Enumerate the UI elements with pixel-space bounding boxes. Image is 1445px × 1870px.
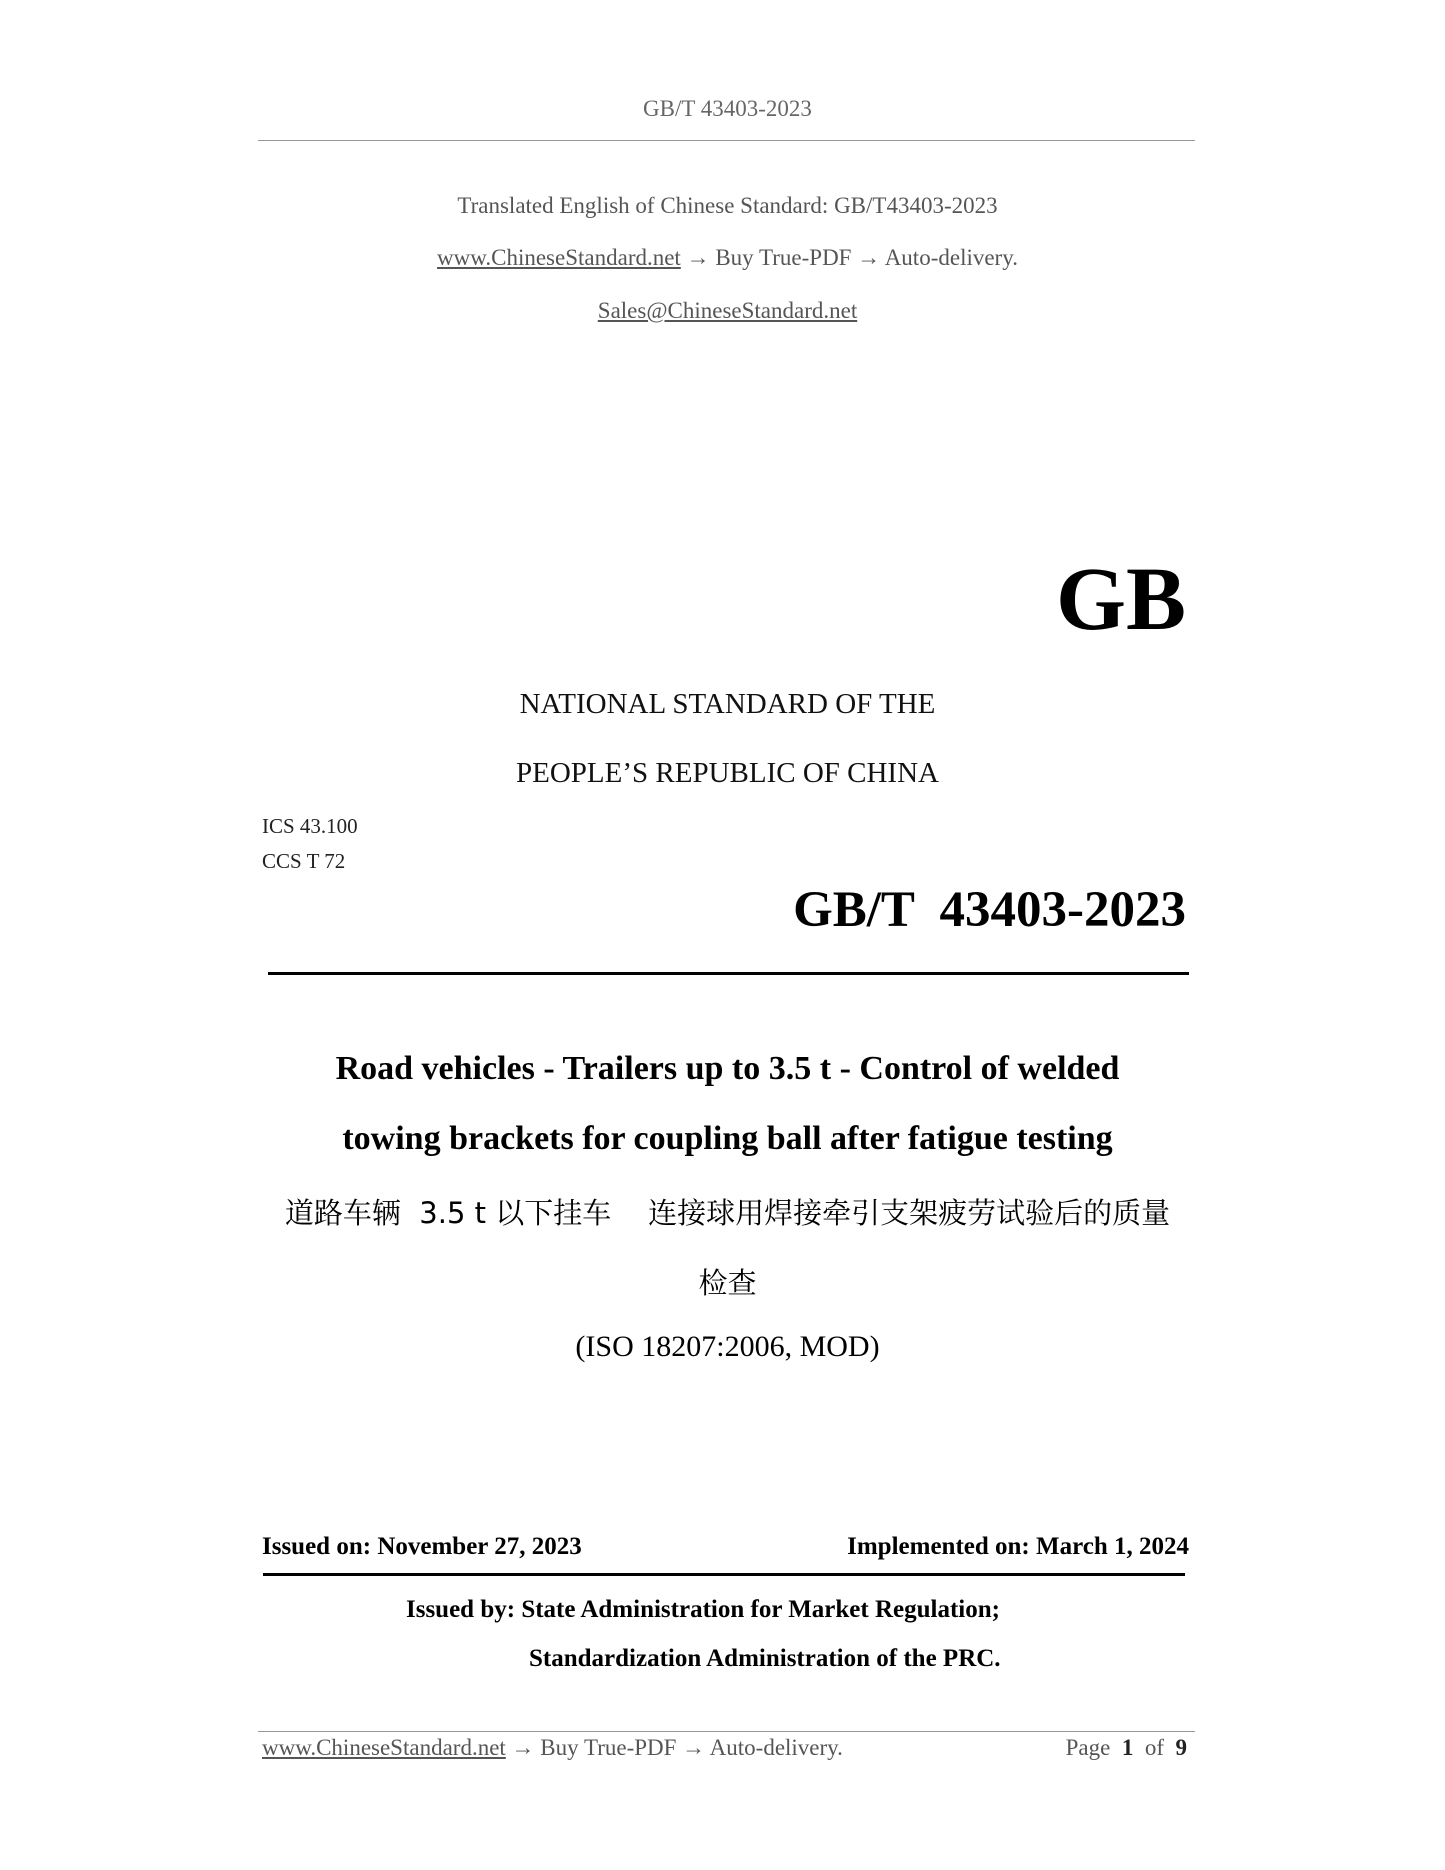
running-header: GB/T 43403-2023: [643, 96, 812, 121]
email-link[interactable]: Sales@ChineseStandard.net: [597, 298, 858, 323]
national-standard-line2: PEOPLE’S REPUBLIC OF CHINA: [516, 757, 939, 789]
title-english-line2: towing brackets for coupling ball after fatigue testing: [342, 1120, 1113, 1157]
iso-reference: (ISO 18207:2006, MOD): [575, 1330, 880, 1363]
footer-site-link[interactable]: www.ChineseStandard.net: [262, 1735, 506, 1760]
ccs-code: CCS T 72: [262, 849, 346, 873]
footer-promo: [262, 1735, 843, 1761]
title-chinese-line2: 检查: [698, 1266, 757, 1300]
ics-code: ICS 43.100: [262, 814, 358, 838]
email-line: [260, 298, 1195, 324]
header-rule: [258, 140, 1195, 141]
dates-row: [262, 1533, 1189, 1561]
page-indicator: [1066, 1735, 1187, 1761]
title-chinese-line1: 道路车辆 3.5 t 以下挂车 连接球用焊接牵引支架疲劳试验后的质量: [284, 1196, 1171, 1230]
standard-number: GB/T 43403-2023: [793, 882, 1186, 938]
implemented-on: Implemented on: March 1, 2024: [847, 1533, 1189, 1560]
national-standard-line1: NATIONAL STANDARD OF THE: [519, 688, 936, 720]
promo-line: [260, 245, 1195, 271]
page-of: of: [1144, 1735, 1164, 1760]
footer-rule: [258, 1731, 1195, 1732]
page-current: 1: [1121, 1735, 1134, 1760]
issued-by-line2: Standardization Administration of the PRC.: [529, 1645, 1001, 1672]
buy-text: → Buy True-PDF → Auto-delivery.: [686, 245, 1018, 270]
page-label: Page: [1065, 1735, 1111, 1760]
issued-by-line1: Issued by: State Administration for Market Regulation;: [406, 1596, 1000, 1623]
standard-number-rule: [268, 972, 1189, 975]
issued-on: Issued on: November 27, 2023: [262, 1533, 582, 1560]
title-english-line1: Road vehicles - Trailers up to 3.5 t - Control of welded: [335, 1050, 1120, 1087]
translated-line: Translated English of Chinese Standard: GB/T43403-2023: [457, 193, 998, 218]
gb-mark: GB: [1055, 550, 1186, 649]
dates-rule: [263, 1573, 1185, 1576]
footer-buy-text: → Buy True-PDF → Auto-delivery.: [511, 1735, 843, 1760]
site-link[interactable]: www.ChineseStandard.net: [437, 245, 681, 270]
page-total: 9: [1175, 1735, 1187, 1760]
